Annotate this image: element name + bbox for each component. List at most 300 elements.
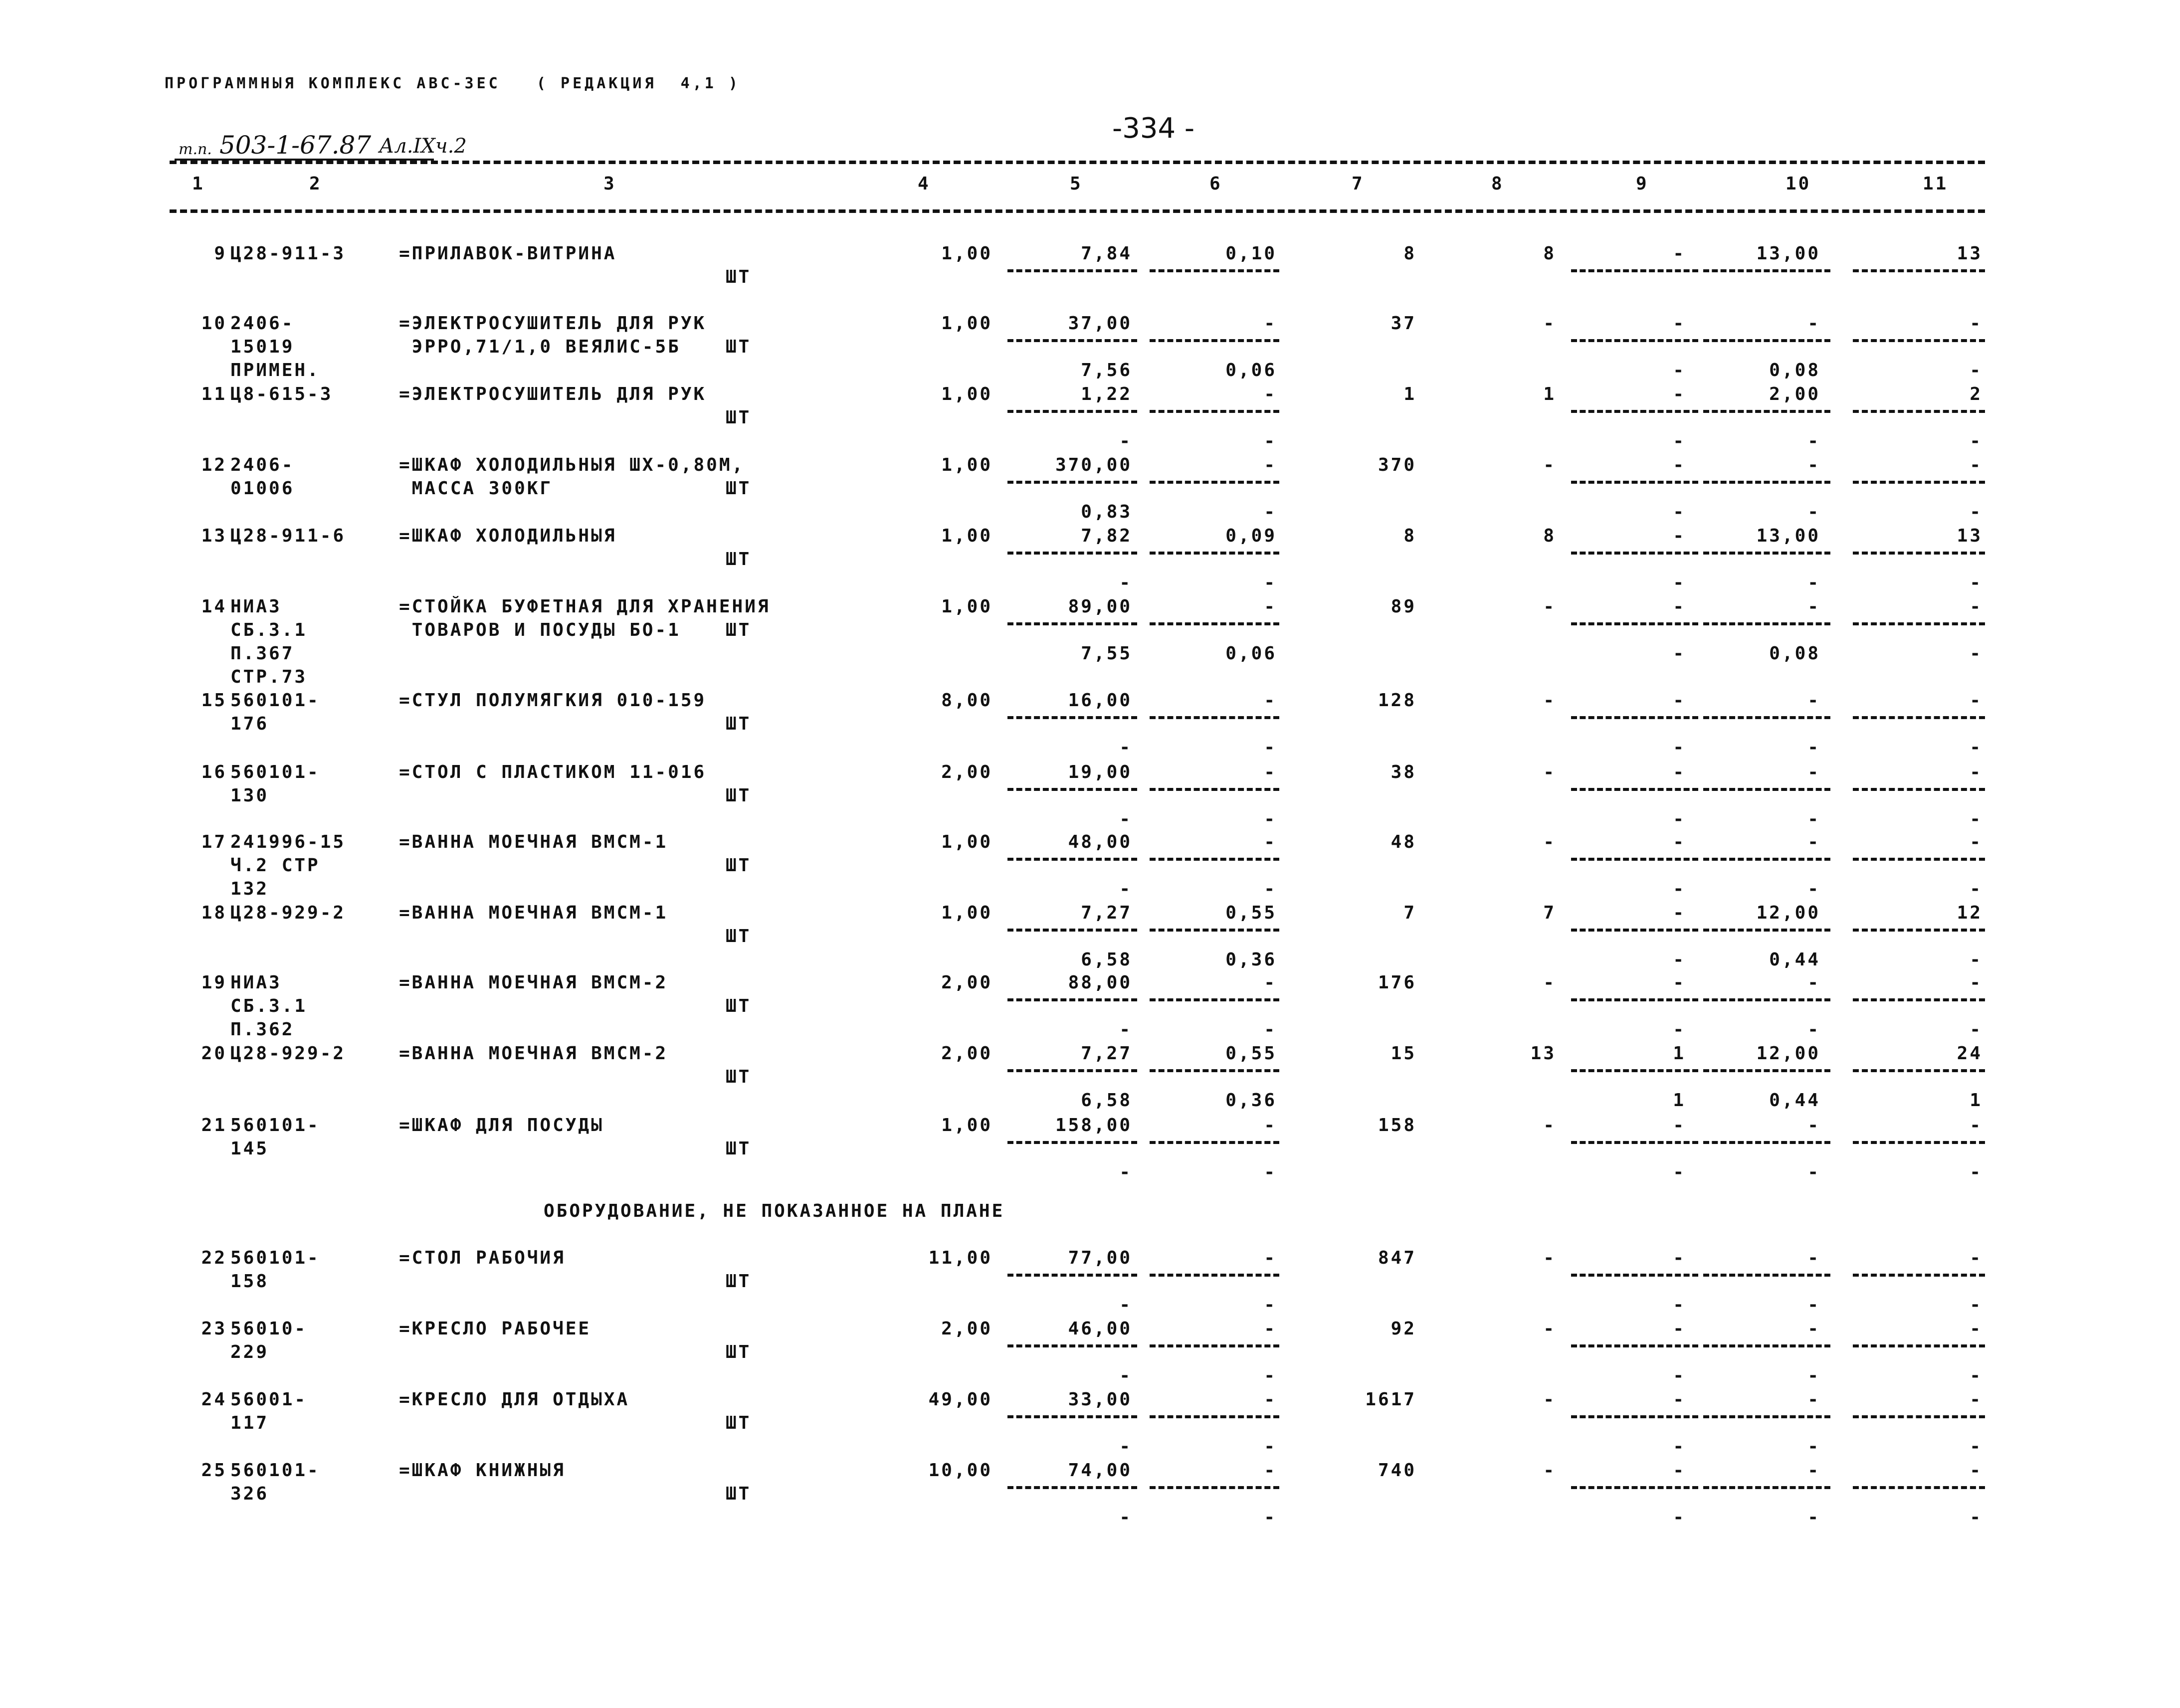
col6-value: - [1264, 972, 1277, 993]
col9-divider [1571, 1486, 1698, 1489]
row-code: НИАЗ [230, 972, 282, 993]
row-qty: 1,00 [941, 526, 992, 546]
row-qty: 1,00 [941, 1115, 992, 1136]
row-number: 25 [201, 1460, 227, 1481]
col5-divider [1007, 339, 1137, 342]
col6-value: - [1264, 690, 1277, 711]
col11-divider [1853, 410, 1985, 413]
col8-value: 1 [1543, 384, 1556, 404]
col5-value: 19,00 [1068, 762, 1132, 782]
col6-divider [1150, 1415, 1279, 1418]
row-unit: ШТ [726, 1271, 752, 1292]
column-header-10: 10 [1785, 174, 1811, 194]
column-header-7: 7 [1352, 174, 1365, 194]
col11-sub-value: - [1970, 572, 1982, 593]
col10-sub-value: 0,08 [1769, 643, 1820, 664]
row-unit: ШТ [726, 549, 752, 569]
row-unit: ШТ [726, 785, 752, 806]
col5-value: 158,00 [1055, 1115, 1132, 1136]
col11-value: 13 [1957, 243, 1982, 264]
row-qty: 11,00 [928, 1248, 992, 1268]
doc-ref: 503-1-67.87 [219, 131, 372, 160]
col9-value: - [1673, 690, 1686, 711]
col10-value: - [1807, 972, 1820, 993]
col9-sub-value: - [1673, 431, 1686, 451]
col11-sub-value: 1 [1970, 1090, 1982, 1111]
col6-divider [1150, 622, 1279, 625]
col8-value: 13 [1530, 1043, 1556, 1064]
row-number: 18 [201, 903, 227, 923]
col8-value: - [1543, 1389, 1556, 1410]
col10-sub-value: 0,08 [1769, 360, 1820, 380]
row-name: =ВАННА МОЕЧНАЯ ВМСМ-2 [399, 1043, 668, 1064]
doc-ref-prefix: т.п. [179, 141, 212, 158]
col6-sub-value: 0,06 [1225, 643, 1277, 664]
album-ref: Ал.IXч.2 [379, 135, 467, 158]
col10-value: - [1807, 762, 1820, 782]
table-top-rule [170, 161, 1985, 164]
col8-value: - [1543, 313, 1556, 334]
row-name: =СТУЛ ПОЛУМЯГКИЯ 010-159 [399, 690, 707, 711]
col9-divider [1571, 552, 1698, 555]
row-code: 2406- [230, 455, 295, 475]
col10-divider [1703, 929, 1830, 932]
col6-divider [1150, 1141, 1279, 1144]
row-code: 15019 [230, 337, 295, 357]
col6-value: - [1264, 1319, 1277, 1339]
col5-value: 16,00 [1068, 690, 1132, 711]
row-number: 10 [201, 313, 227, 334]
col7-value: 38 [1390, 762, 1416, 782]
col5-divider [1007, 269, 1137, 272]
col11-divider [1853, 1344, 1985, 1347]
col6-value: 0,55 [1225, 903, 1277, 923]
col5-sub-value: - [1119, 1295, 1132, 1315]
col6-value: - [1264, 1248, 1277, 1268]
col10-divider [1703, 998, 1830, 1001]
row-qty: 2,00 [941, 762, 992, 782]
col10-value: 12,00 [1756, 1043, 1820, 1064]
col5-divider [1007, 1141, 1137, 1144]
col5-value: 88,00 [1068, 972, 1132, 993]
col5-sub-value: - [1119, 1507, 1132, 1527]
col7-value: 15 [1390, 1043, 1416, 1064]
col10-sub-value: - [1807, 1436, 1820, 1457]
col11-divider [1853, 1486, 1985, 1489]
col10-sub-value: - [1807, 879, 1820, 899]
col5-value: 370,00 [1055, 455, 1132, 475]
row-name: ТОВАРОВ И ПОСУДЫ БО-1 [399, 620, 681, 640]
row-name: =ШКАФ ДЛЯ ПОСУДЫ [399, 1115, 604, 1136]
col9-divider [1571, 998, 1698, 1001]
row-code: 117 [230, 1413, 269, 1433]
col6-sub-value: - [1264, 1295, 1277, 1315]
col9-divider [1571, 622, 1698, 625]
row-name: =ПРИЛАВОК-ВИТРИНА [399, 243, 617, 264]
col11-divider [1853, 552, 1985, 555]
row-number: 17 [201, 832, 227, 852]
row-code: 560101- [230, 762, 320, 782]
row-name: ЭРРО,71/1,0 ВЕЯЛИС-5Б [399, 337, 681, 357]
row-code: 229 [230, 1342, 269, 1362]
col10-value: - [1807, 1389, 1820, 1410]
col10-sub-value: - [1807, 1507, 1820, 1527]
col11-value: - [1970, 1460, 1982, 1481]
col9-sub-value: - [1673, 1365, 1686, 1386]
col11-sub-value: - [1970, 1365, 1982, 1386]
col7-value: 8 [1403, 526, 1416, 546]
col8-value: 7 [1543, 903, 1556, 923]
col10-divider [1703, 858, 1830, 861]
col6-value: - [1264, 1389, 1277, 1410]
col10-value: 12,00 [1756, 903, 1820, 923]
col9-value: - [1673, 903, 1686, 923]
row-name: =ШКАФ ХОЛОДИЛЬНЫЯ [399, 526, 617, 546]
col6-sub-value: - [1264, 1162, 1277, 1182]
col11-divider [1853, 1274, 1985, 1277]
col5-sub-value: - [1119, 879, 1132, 899]
col9-sub-value: - [1673, 809, 1686, 829]
row-code: Ц28-911-3 [230, 243, 346, 264]
col6-value: 0,09 [1225, 526, 1277, 546]
col10-value: - [1807, 455, 1820, 475]
row-unit: ШТ [726, 1413, 752, 1433]
col9-divider [1571, 1415, 1698, 1418]
col6-sub-value: - [1264, 1019, 1277, 1040]
col6-value: - [1264, 455, 1277, 475]
column-header-2: 2 [309, 174, 322, 194]
col10-sub-value: - [1807, 1295, 1820, 1315]
col10-sub-value: - [1807, 502, 1820, 522]
col6-value: 0,55 [1225, 1043, 1277, 1064]
col10-divider [1703, 788, 1830, 791]
col5-divider [1007, 998, 1137, 1001]
col7-value: 176 [1378, 972, 1416, 993]
row-unit: ШТ [726, 407, 752, 428]
col5-divider [1007, 929, 1137, 932]
row-unit: ШТ [726, 267, 752, 287]
col8-value: - [1543, 832, 1556, 852]
row-number: 11 [201, 384, 227, 404]
row-qty: 1,00 [941, 243, 992, 264]
col6-divider [1150, 788, 1279, 791]
col11-value: - [1970, 972, 1982, 993]
col6-divider [1150, 998, 1279, 1001]
col9-value: - [1673, 1115, 1686, 1136]
col5-value: 7,27 [1081, 1043, 1132, 1064]
col5-divider [1007, 1486, 1137, 1489]
col8-value: - [1543, 596, 1556, 617]
col7-value: 158 [1378, 1115, 1416, 1136]
col11-divider [1853, 998, 1985, 1001]
program-header: ПРОГРАММНЫЯ КОМПЛЕКС АВС-ЗЕС ( РЕДАКЦИЯ 4,1 ) [165, 75, 741, 92]
row-unit: ШТ [726, 478, 752, 499]
col5-sub-value: - [1119, 431, 1132, 451]
col6-divider [1150, 858, 1279, 861]
col6-value: - [1264, 596, 1277, 617]
col8-value: - [1543, 455, 1556, 475]
col11-sub-value: - [1970, 360, 1982, 380]
col9-value: 1 [1673, 1043, 1686, 1064]
col10-divider [1703, 339, 1830, 342]
row-code: 560101- [230, 690, 320, 711]
col7-value: 1 [1403, 384, 1416, 404]
row-code: Ч.2 СТР [230, 855, 320, 876]
col5-value: 33,00 [1068, 1389, 1132, 1410]
col9-sub-value: - [1673, 1162, 1686, 1182]
row-name: =КРЕСЛО ДЛЯ ОТДЫХА [399, 1389, 630, 1410]
col11-value: - [1970, 690, 1982, 711]
column-header-11: 11 [1923, 174, 1949, 194]
column-header-9: 9 [1636, 174, 1649, 194]
col6-divider [1150, 1069, 1279, 1072]
col10-value: - [1807, 1248, 1820, 1268]
col6-value: - [1264, 384, 1277, 404]
column-header-8: 8 [1491, 174, 1504, 194]
table-header-rule [170, 209, 1985, 213]
column-header-1: 1 [192, 174, 205, 194]
row-code: 241996-15 [230, 832, 346, 852]
col5-divider [1007, 1344, 1137, 1347]
col11-divider [1853, 1141, 1985, 1144]
row-number: 20 [201, 1043, 227, 1064]
col6-divider [1150, 1486, 1279, 1489]
col6-sub-value: - [1264, 1365, 1277, 1386]
col5-value: 7,84 [1081, 243, 1132, 264]
col10-value: - [1807, 1115, 1820, 1136]
col9-divider [1571, 1344, 1698, 1347]
row-unit: ШТ [726, 1484, 752, 1504]
row-number: 22 [201, 1248, 227, 1268]
col11-value: - [1970, 313, 1982, 334]
col8-value: - [1543, 1319, 1556, 1339]
row-code: 130 [230, 785, 269, 806]
col11-divider [1853, 481, 1985, 484]
col6-divider [1150, 410, 1279, 413]
col11-sub-value: - [1970, 1295, 1982, 1315]
col7-value: 7 [1403, 903, 1416, 923]
row-code: Ц28-911-6 [230, 526, 346, 546]
col8-value: - [1543, 690, 1556, 711]
col8-value: 8 [1543, 526, 1556, 546]
section-title: ОБОРУДОВАНИЕ, НЕ ПОКАЗАННОЕ НА ПЛАНЕ [544, 1201, 1005, 1221]
row-code: 176 [230, 714, 269, 734]
col10-divider [1703, 269, 1830, 272]
col5-divider [1007, 622, 1137, 625]
row-name: =ВАННА МОЕЧНАЯ ВМСМ-1 [399, 903, 668, 923]
col10-sub-value: 0,44 [1769, 949, 1820, 970]
col10-sub-value: - [1807, 1365, 1820, 1386]
col10-sub-value: - [1807, 737, 1820, 758]
col11-value: 24 [1957, 1043, 1982, 1064]
col5-sub-value: - [1119, 1436, 1132, 1457]
col10-divider [1703, 1141, 1830, 1144]
row-number: 23 [201, 1319, 227, 1339]
col5-value: 89,00 [1068, 596, 1132, 617]
col9-sub-value: - [1673, 737, 1686, 758]
row-number: 15 [201, 690, 227, 711]
row-name: =СТОЛ РАБОЧИЯ [399, 1248, 566, 1268]
col10-divider [1703, 1486, 1830, 1489]
col5-divider [1007, 716, 1137, 719]
col9-divider [1571, 716, 1698, 719]
row-number: 16 [201, 762, 227, 782]
col10-value: 13,00 [1756, 526, 1820, 546]
row-unit: ШТ [726, 714, 752, 734]
col6-sub-value: - [1264, 502, 1277, 522]
col11-divider [1853, 1415, 1985, 1418]
col6-divider [1150, 929, 1279, 932]
col6-sub-value: - [1264, 1436, 1277, 1457]
col11-value: 12 [1957, 903, 1982, 923]
col7-value: 847 [1378, 1248, 1416, 1268]
col10-divider [1703, 552, 1830, 555]
col5-divider [1007, 858, 1137, 861]
col6-sub-value: 0,06 [1225, 360, 1277, 380]
col10-value: - [1807, 596, 1820, 617]
col11-value: - [1970, 455, 1982, 475]
col11-divider [1853, 339, 1985, 342]
col11-sub-value: - [1970, 949, 1982, 970]
col9-divider [1571, 1069, 1698, 1072]
column-header-4: 4 [918, 174, 931, 194]
col11-sub-value: - [1970, 643, 1982, 664]
col8-value: - [1543, 1115, 1556, 1136]
col6-sub-value: - [1264, 879, 1277, 899]
col11-divider [1853, 716, 1985, 719]
col9-value: - [1673, 1248, 1686, 1268]
col7-value: 8 [1403, 243, 1416, 264]
col6-divider [1150, 552, 1279, 555]
col8-value: - [1543, 1460, 1556, 1481]
column-header-3: 3 [603, 174, 616, 194]
col11-divider [1853, 929, 1985, 932]
row-qty: 2,00 [941, 972, 992, 993]
col5-sub-value: - [1119, 1019, 1132, 1040]
page-number: -334 - [1112, 112, 1195, 145]
col9-value: - [1673, 596, 1686, 617]
col5-value: 77,00 [1068, 1248, 1132, 1268]
col5-value: 7,82 [1081, 526, 1132, 546]
row-unit: ШТ [726, 620, 752, 640]
col5-divider [1007, 481, 1137, 484]
row-number: 19 [201, 972, 227, 993]
row-qty: 2,00 [941, 1043, 992, 1064]
col11-sub-value: - [1970, 879, 1982, 899]
col10-divider [1703, 1415, 1830, 1418]
row-qty: 1,00 [941, 384, 992, 404]
col9-divider [1571, 481, 1698, 484]
col5-sub-value: 6,58 [1081, 949, 1132, 970]
col5-sub-value: 7,56 [1081, 360, 1132, 380]
col5-divider [1007, 788, 1137, 791]
row-code: 326 [230, 1484, 269, 1504]
col5-divider [1007, 410, 1137, 413]
col11-value: - [1970, 1115, 1982, 1136]
row-code: Ц8-615-3 [230, 384, 333, 404]
col11-divider [1853, 1069, 1985, 1072]
col9-divider [1571, 1274, 1698, 1277]
row-code: 2406- [230, 313, 295, 334]
row-unit: ШТ [726, 1067, 752, 1087]
col9-value: - [1673, 384, 1686, 404]
col9-value: - [1673, 1319, 1686, 1339]
col11-divider [1853, 788, 1985, 791]
row-code: Ц28-929-2 [230, 1043, 346, 1064]
col6-divider [1150, 1344, 1279, 1347]
col10-sub-value: - [1807, 431, 1820, 451]
col7-value: 740 [1378, 1460, 1416, 1481]
row-unit: ШТ [726, 1139, 752, 1159]
row-qty: 1,00 [941, 832, 992, 852]
col5-value: 1,22 [1081, 384, 1132, 404]
col8-value: - [1543, 972, 1556, 993]
col7-value: 92 [1390, 1319, 1416, 1339]
row-qty: 49,00 [928, 1389, 992, 1410]
col10-value: - [1807, 1460, 1820, 1481]
col7-value: 48 [1390, 832, 1416, 852]
col10-value: - [1807, 1319, 1820, 1339]
col11-value: - [1970, 596, 1982, 617]
col11-sub-value: - [1970, 1507, 1982, 1527]
row-qty: 1,00 [941, 903, 992, 923]
col10-divider [1703, 1274, 1830, 1277]
col7-value: 37 [1390, 313, 1416, 334]
col8-value: 8 [1543, 243, 1556, 264]
col5-value: 48,00 [1068, 832, 1132, 852]
col11-value: - [1970, 762, 1982, 782]
row-code: СБ.3.1 [230, 996, 308, 1016]
col9-sub-value: - [1673, 1019, 1686, 1040]
col6-value: - [1264, 313, 1277, 334]
row-qty: 1,00 [941, 313, 992, 334]
row-code: НИАЗ [230, 596, 282, 617]
col6-sub-value: 0,36 [1225, 949, 1277, 970]
col10-divider [1703, 481, 1830, 484]
col5-sub-value: - [1119, 737, 1132, 758]
row-name: =ВАННА МОЕЧНАЯ ВМСМ-2 [399, 972, 668, 993]
row-number: 13 [201, 526, 227, 546]
row-name: =ШКАФ КНИЖНЫЯ [399, 1460, 566, 1481]
col9-sub-value: - [1673, 502, 1686, 522]
row-code: 560101- [230, 1460, 320, 1481]
col6-divider [1150, 339, 1279, 342]
col10-divider [1703, 1069, 1830, 1072]
col6-divider [1150, 716, 1279, 719]
col7-value: 370 [1378, 455, 1416, 475]
row-code: ПРИМЕН. [230, 360, 320, 380]
col6-divider [1150, 481, 1279, 484]
row-number: 21 [201, 1115, 227, 1136]
col9-value: - [1673, 832, 1686, 852]
row-name: =СТОЙКА БУФЕТНАЯ ДЛЯ ХРАНЕНИЯ [399, 596, 771, 617]
col6-divider [1150, 1274, 1279, 1277]
col10-value: - [1807, 832, 1820, 852]
col9-divider [1571, 410, 1698, 413]
row-unit: ШТ [726, 996, 752, 1016]
col11-sub-value: - [1970, 502, 1982, 522]
row-code: 145 [230, 1139, 269, 1159]
col6-value: - [1264, 762, 1277, 782]
col6-sub-value: - [1264, 572, 1277, 593]
col10-sub-value: 0,44 [1769, 1090, 1820, 1111]
col5-value: 7,27 [1081, 903, 1132, 923]
row-code: 56001- [230, 1389, 308, 1410]
row-name: =ЭЛЕКТРОСУШИТЕЛЬ ДЛЯ РУК [399, 313, 707, 334]
col9-sub-value: - [1673, 949, 1686, 970]
col11-value: - [1970, 1389, 1982, 1410]
col11-sub-value: - [1970, 737, 1982, 758]
